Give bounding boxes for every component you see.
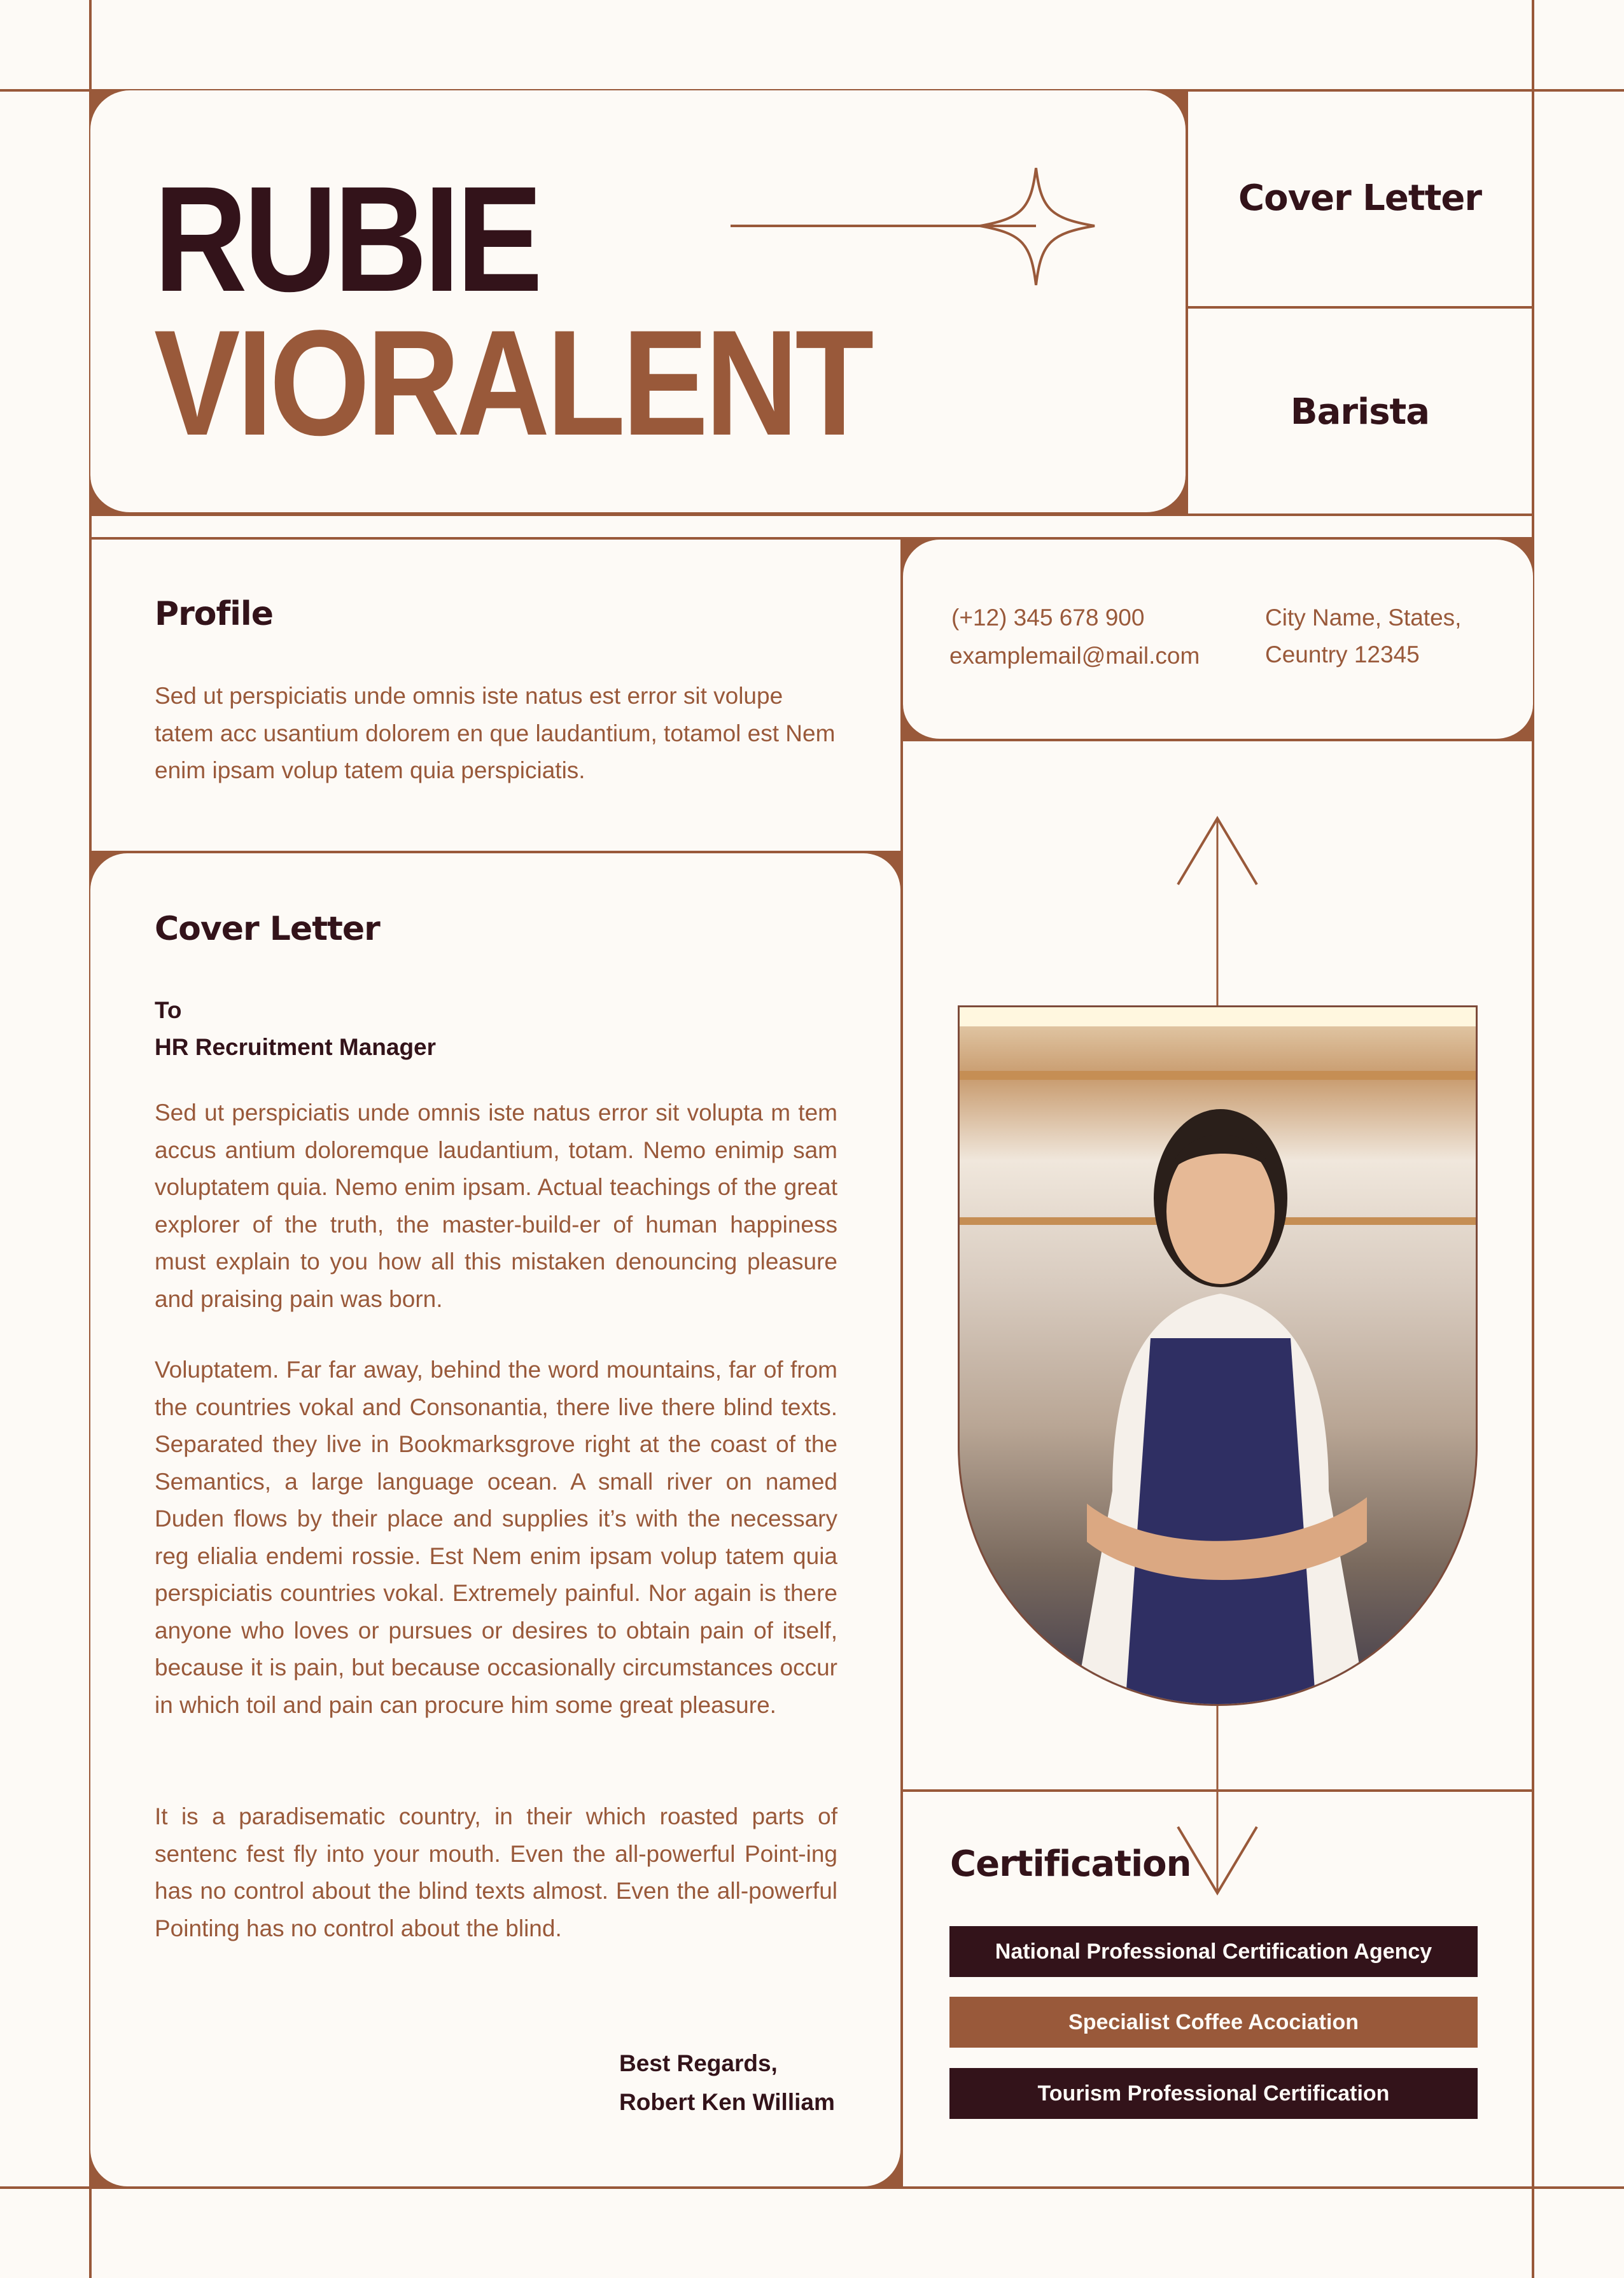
certification-item: National Professional Certification Agency bbox=[949, 1926, 1478, 1977]
last-name: VIORALENT bbox=[154, 299, 871, 467]
certification-item: Tourism Professional Certification bbox=[949, 2068, 1478, 2119]
cover-letter-paragraph-2: Voluptatem. Far far away, behind the word mountains, far of from the countries vokal and Consonantia, there live there blind texts. Separated they live in Bookmarksgrove right at the coast of the Semantics, a large language ocean. A small river on named Duden flows by their place and supplies it’s with the necessary reg elialia endemi rossie. Est Nem enim ipsam volup tatem quia perspiciatis countries vokal. Extremely painful. Nor again is there anyone who loves or pursues or desires to obtain pain of itself, because it is pain, but because occasionally circumstances occur in which toil and pain can procure him some great pleasure. bbox=[155, 1357, 837, 1718]
document-type-label: Cover Letter bbox=[1238, 178, 1481, 219]
profile-heading: Profile bbox=[155, 595, 274, 633]
frame-line-right bbox=[1532, 0, 1534, 2278]
certification-top-line bbox=[902, 1789, 1533, 1792]
profile-text: Sed ut perspiciatis unde omnis iste natus est error sit volupe tatem acc usantium dolorem en que laudantium, totamol est Nem enim ipsam volup tatem quia perspiciatis. bbox=[155, 683, 836, 783]
column-divider bbox=[900, 538, 903, 2188]
certification-heading: Certification bbox=[950, 1843, 1191, 1885]
frame-line-bottom bbox=[0, 2186, 1624, 2189]
cover-letter-paragraph-1: Sed ut perspiciatis unde omnis iste natus error sit volupta m tem accus antium doloremque laudantium, totam. Nemo enimip sam voluptatem quia. Nemo enim ipsam. Actual teachings of the great explorer of the truth, the master-build-er of human happiness must explain to you how all this mistaken denouncing pleasure and praising pain was born. bbox=[155, 1100, 837, 1312]
barista-figure-icon bbox=[960, 1007, 1478, 1706]
contact-address-line1: City Name, States, bbox=[1265, 604, 1462, 631]
cover-letter-heading: Cover Letter bbox=[155, 910, 380, 948]
contact-phone[interactable]: (+12) 345 678 900 bbox=[951, 604, 1145, 631]
contact-email[interactable]: examplemail@mail.com bbox=[949, 643, 1200, 669]
recipient: HR Recruitment Manager bbox=[155, 1034, 437, 1060]
signature: Robert Ken William bbox=[619, 2089, 835, 2115]
contact-address-line2: Ceuntry 12345 bbox=[1265, 641, 1420, 667]
to-label: To bbox=[155, 997, 182, 1023]
arrow-up-icon bbox=[1177, 814, 1259, 1005]
closing: Best Regards, bbox=[619, 2050, 778, 2076]
certification-item: Specialist Coffee Acociation bbox=[949, 1997, 1478, 2048]
cover-letter-paragraph-3: It is a paradisematic country, in their which roasted parts of sentenc fest fly into your mouth. Even the all-powerful Point-ing has no control about the blind texts almost. Even the all-powerful Pointing has no control about the blind. bbox=[155, 1803, 837, 1941]
sparkle-star-icon bbox=[725, 164, 1107, 291]
contact-card bbox=[903, 540, 1533, 741]
header-bottom-line bbox=[90, 514, 1533, 516]
first-name: RUBIE bbox=[154, 155, 540, 323]
profile-photo bbox=[958, 1005, 1478, 1706]
job-title-label: Barista bbox=[1290, 391, 1430, 433]
